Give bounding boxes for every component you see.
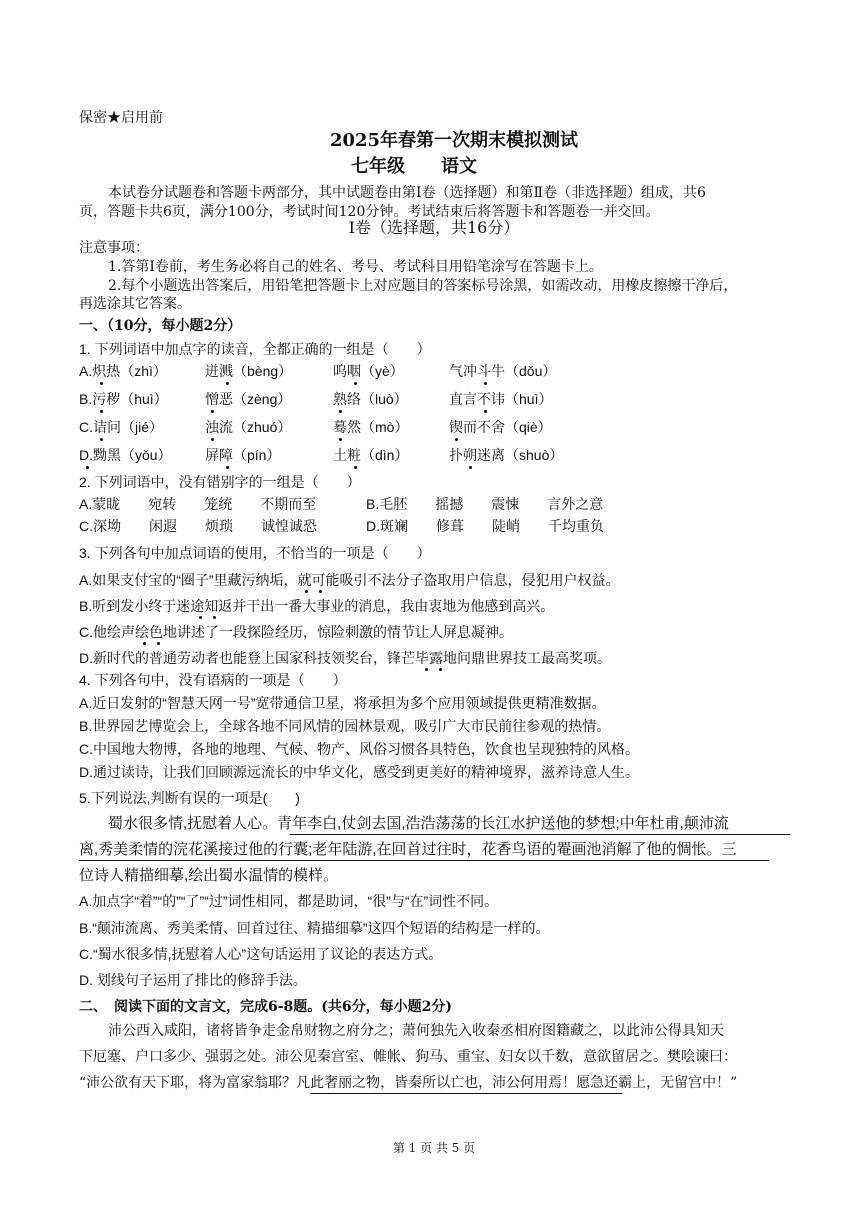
intro-line-2: 页，答题卡共6页，满分100分，考试时间120分钟。考试结束后将答题卡和答题卷一并交回。 xyxy=(79,204,660,220)
emphasis-dot xyxy=(354,382,357,385)
q1-b-4: 直言不讳（huì） xyxy=(449,391,553,407)
note-2-cont: 再选涂其它答案。 xyxy=(79,296,191,312)
question-3-stem: 3. 下列各句中加点词语的使用，不恰当的一项是（ ） xyxy=(79,545,431,561)
emphasis-dot xyxy=(86,466,89,469)
notes-heading: 注意事项： xyxy=(79,240,149,256)
q4-a: A.近日发射的“智慧天网一号”宽带通信卫星，将承担为多个应用领域提供更精准数据。 xyxy=(79,695,606,711)
page-footer: 第 1 页 共 5 页 xyxy=(392,1141,476,1155)
q5-passage-1: 蜀水很多情,抚慰着人心。青年李白,仗剑去国,浩浩荡荡的长江水护送他的梦想;中年杜甫,颠沛流 xyxy=(108,815,729,832)
q1-b-3: 熟络（luò） xyxy=(333,391,408,407)
emphasis-dot xyxy=(157,642,160,645)
q5-c: C.“蜀水很多情,抚慰着人心”这句话运用了议论的表达方式。 xyxy=(79,946,443,962)
q1-a-3: 呜咽（yè） xyxy=(333,363,404,379)
exam-subtitle: 七年级 语文 xyxy=(351,156,477,177)
emphasis-dot xyxy=(226,466,229,469)
q1-d-2: 屏障（pín） xyxy=(205,447,281,463)
q1-d-1: D.黝黑（yǒu） xyxy=(79,447,172,463)
q2-c: C.深坳 闲遐 烦琐 诚惶诚恐 xyxy=(79,518,317,534)
emphasis-dot xyxy=(100,410,103,413)
emphasis-dot xyxy=(100,382,103,385)
q3-c: C.他绘声绘色地讲述了一段探险经历，惊险刺激的情节让人屏息凝神。 xyxy=(79,624,513,640)
emphasis-dot xyxy=(319,590,322,593)
emphasis-dot xyxy=(484,382,487,385)
part-one-heading: 一、（10分，每小题2分） xyxy=(79,318,242,334)
question-1-stem: 1. 下列词语中加点字的读音，全都正确的一组是（ ） xyxy=(79,341,431,357)
q2-b: B.毛胚 摇撼 震悚 言外之意 xyxy=(366,496,604,512)
emphasis-dot xyxy=(143,642,146,645)
q5-a: A.加点字“着”“的”“了”“过”词性相同，都是助词，“很”与“在”词性不同。 xyxy=(79,893,499,909)
question-2-stem: 2. 下列词语中，没有错别字的一组是（ ） xyxy=(79,474,361,490)
q5-b: B.“颠沛流离、秀美柔情、回首过往、精描细摹”这四个短语的结构是一样的。 xyxy=(79,920,550,936)
emphasis-dot xyxy=(339,410,342,413)
q4-d: D.通过读诗，让我们回顾源远流长的中华文化，感受到更美好的精神境界，滋养诗意人生。 xyxy=(79,764,639,780)
underline xyxy=(310,1093,622,1094)
exam-title: 2025年春第一次期末模拟测试 xyxy=(329,130,579,151)
question-4-stem: 4. 下列各句中，没有语病的一项是（ ） xyxy=(79,672,347,688)
note-2: 2.每个小题选出答案后，用铅笔把答题卡上对应题目的答案标号涂黑，如需改动，用橡皮擦擦干净后， xyxy=(108,278,738,294)
emphasis-dot xyxy=(211,438,214,441)
emphasis-dot xyxy=(213,616,216,619)
q1-c-4: 锲而不舍（qiè） xyxy=(449,419,552,435)
confidential-label: 保密★启用前 xyxy=(79,110,163,126)
section-one-heading: Ⅰ卷（选择题，共16分） xyxy=(348,218,520,237)
q3-d: D.新时代的普通劳动者也能登上国家科技领奖台，锋芒毕露地问鼎世界技工最高奖项。 xyxy=(79,650,611,666)
emphasis-dot xyxy=(100,438,103,441)
note-1: 1.答第Ⅰ卷前，考生务必将自己的姓名、考号、考试科目用铅笔涂写在答题卡上。 xyxy=(108,259,603,275)
q1-b-2: 憎恶（zèng） xyxy=(205,391,292,407)
classical-text-3: “沛公欲有天下耶，将为富家翁耶？凡此奢丽之物，皆秦所以亡也，沛公何用焉！愿急还霸上，无留宫中！” xyxy=(79,1075,738,1091)
part-two-heading: 二、 阅读下面的文言文，完成6-8题。(共6分，每小题2分) xyxy=(79,999,453,1015)
q5-d: D. 划线句子运用了排比的修辞手法。 xyxy=(79,972,307,988)
emphasis-dot xyxy=(425,668,428,671)
emphasis-dot xyxy=(211,410,214,413)
emphasis-dot xyxy=(305,590,308,593)
emphasis-dot xyxy=(226,382,229,385)
emphasis-dot xyxy=(354,466,357,469)
emphasis-dot xyxy=(455,438,458,441)
q3-b: B.听到发小终于迷途知返并干出一番大事业的消息，我由衷地为他感到高兴。 xyxy=(79,598,555,614)
emphasis-dot xyxy=(439,668,442,671)
classical-text-1: 沛公西入咸阳，诸将皆争走金帛财物之府分之；萧何独先入收秦丞相府图籍藏之，以此沛公得具知天 xyxy=(108,1023,724,1039)
classical-text-2: 下厄塞、户口多少、强弱之处。沛公见秦宫室、帷帐、狗马、重宝、妇女以千数，意欲留居之。樊哙谏曰： xyxy=(79,1049,737,1065)
underline xyxy=(290,834,790,835)
q1-b-1: B.污秽（huì） xyxy=(79,391,168,407)
underline xyxy=(79,860,769,861)
q1-d-4: 扑朔迷离（shuò） xyxy=(449,447,564,463)
q2-d: D.斑斓 修葺 陡峭 千均重负 xyxy=(366,518,604,534)
emphasis-dot xyxy=(469,466,472,469)
q1-c-3: 蓦然（mò） xyxy=(333,419,409,435)
q1-a-4: 气冲斗牛（dǒu） xyxy=(449,363,557,379)
q1-a-2: 迸溅（bèng） xyxy=(205,363,293,379)
emphasis-dot xyxy=(339,438,342,441)
question-5-stem: 5.下列说法,判断有误的一项是( ) xyxy=(79,790,300,806)
q1-c-2: 浊流（zhuó） xyxy=(205,419,292,435)
intro-line-1: 本试卷分试题卷和答题卡两部分，其中试题卷由第Ⅰ卷（选择题）和第Ⅱ卷（非选择题）组成，共6 xyxy=(108,185,706,201)
q1-d-3: 土粧（dìn） xyxy=(333,447,409,463)
q5-passage-2: 离,秀美柔情的浣花溪接过他的行囊;老年陆游,在回首过往时，花香鸟语的罨画池消解了他的惆怅。三 xyxy=(79,841,737,858)
q4-c: C.中国地大物博，各地的地理、气候、物产、风俗习惯各具特色，饮食也呈现独特的风格。 xyxy=(79,741,639,757)
q3-a: A.如果支付宝的“圈子”里藏污纳垢，就可能吸引不法分子盗取用户信息，侵犯用户权益。 xyxy=(79,572,620,588)
q5-passage-3: 位诗人精描细摹,绘出蜀水温情的模样。 xyxy=(79,867,339,884)
emphasis-dot xyxy=(484,410,487,413)
emphasis-dot xyxy=(199,616,202,619)
q4-b: B.世界园艺博览会上，全球各地不同风情的园林景观，吸引广大市民前往参观的热情。 xyxy=(79,718,611,734)
q1-a-1: A.炽热（zhì） xyxy=(79,363,167,379)
q2-a: A.蒙眬 宛转 笼统 不期而至 xyxy=(79,496,317,512)
q1-c-1: C.诘问（jié） xyxy=(79,419,164,435)
